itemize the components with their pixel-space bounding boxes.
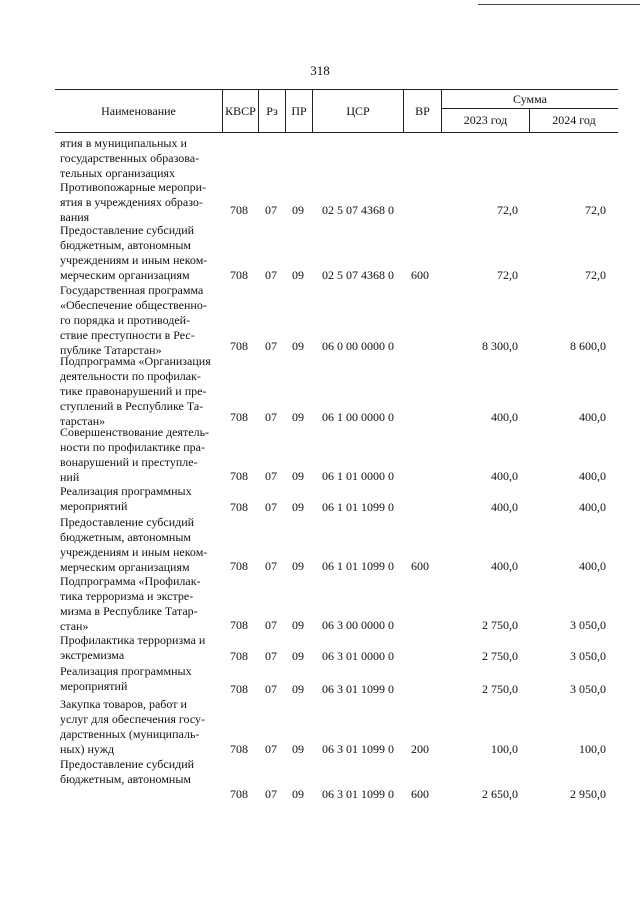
top-rule (478, 4, 640, 5)
row-name: Государственная программа «Обеспечение общественно- го порядка и противодей- ствие преступности в Рес- публике Татарстан» (60, 283, 207, 357)
row-pr: 09 (292, 410, 304, 424)
row-csr: 06 3 01 0000 0 (322, 649, 394, 663)
row-kvsr: 708 (230, 203, 248, 217)
row-y2023: 2 750,0 (482, 682, 518, 696)
row-csr: 06 3 01 1099 0 (322, 742, 394, 756)
row-rz: 07 (265, 682, 277, 696)
table-row (0, 664, 640, 697)
row-name: Закупка товаров, работ и услуг для обеспечения госу- дарственных (муниципаль- ных) нужд (60, 697, 206, 756)
row-kvsr: 708 (230, 339, 248, 353)
row-name: Предоставление субсидий бюджетным, автономным учреждениям и иным неком- мерческим организациям (60, 515, 208, 574)
row-y2023: 400,0 (491, 410, 518, 424)
page-number: 318 (310, 63, 330, 78)
row-kvsr: 708 (230, 410, 248, 424)
table-row (0, 223, 640, 283)
row-pr: 09 (292, 268, 304, 282)
row-y2024: 400,0 (579, 559, 606, 573)
table-row (0, 515, 640, 574)
row-csr: 02 5 07 4368 0 (322, 268, 394, 282)
row-y2024: 400,0 (579, 500, 606, 514)
row-vr: 600 (411, 268, 429, 282)
row-name: Реализация программных мероприятий (60, 664, 192, 693)
row-vr: 600 (411, 787, 429, 801)
row-kvsr: 708 (230, 469, 248, 483)
row-pr: 09 (292, 682, 304, 696)
row-kvsr: 708 (230, 649, 248, 663)
row-y2023: 2 750,0 (482, 649, 518, 663)
row-y2024: 72,0 (585, 268, 606, 282)
row-csr: 06 3 01 1099 0 (322, 682, 394, 696)
row-kvsr: 708 (230, 559, 248, 573)
table-row (0, 484, 640, 515)
row-y2023: 8 300,0 (482, 339, 518, 353)
row-name: Подпрограмма «Организация деятельности по профилак- тике правонарушений и пре- ступлений в Республике Та- тарстан» (60, 354, 211, 428)
row-kvsr: 708 (230, 268, 248, 282)
row-csr: 06 1 01 1099 0 (322, 559, 394, 573)
row-y2024: 3 050,0 (570, 618, 606, 632)
row-y2023: 400,0 (491, 469, 518, 483)
table-row (0, 425, 640, 484)
row-y2024: 400,0 (579, 410, 606, 424)
row-pr: 09 (292, 618, 304, 632)
row-csr: 06 1 00 0000 0 (322, 410, 394, 424)
header-vr: ВР (403, 90, 441, 132)
row-y2023: 2 650,0 (482, 787, 518, 801)
row-pr: 09 (292, 339, 304, 353)
row-name: Предоставление субсидий бюджетным, автономным (60, 757, 195, 786)
header-year-2024: 2024 год (529, 109, 618, 132)
table-row (0, 180, 640, 224)
row-pr: 09 (292, 500, 304, 514)
table-row (0, 697, 640, 757)
row-name: Предоставление субсидий бюджетным, автономным учреждениям и иным неком- мерческим организациям (60, 223, 208, 282)
table-row (0, 354, 640, 428)
row-y2023: 72,0 (497, 268, 518, 282)
row-pr: 09 (292, 559, 304, 573)
header-kvsr: КВСР (222, 90, 258, 132)
row-kvsr: 708 (230, 618, 248, 632)
table-row (0, 757, 640, 802)
row-rz: 07 (265, 469, 277, 483)
header-sum: Сумма (441, 90, 618, 109)
row-rz: 07 (265, 787, 277, 801)
header-pr: ПР (285, 90, 312, 132)
table-row (0, 283, 640, 357)
row-y2024: 8 600,0 (570, 339, 606, 353)
row-name: Реализация программных мероприятий (60, 484, 192, 513)
row-vr: 600 (411, 559, 429, 573)
header-rz: Рз (258, 90, 285, 132)
table-row (0, 136, 640, 181)
row-rz: 07 (265, 339, 277, 353)
row-pr: 09 (292, 203, 304, 217)
row-y2023: 100,0 (491, 742, 518, 756)
row-y2024: 2 950,0 (570, 787, 606, 801)
row-kvsr: 708 (230, 682, 248, 696)
row-y2023: 2 750,0 (482, 618, 518, 632)
row-csr: 06 3 00 0000 0 (322, 618, 394, 632)
row-y2023: 400,0 (491, 559, 518, 573)
table-row (0, 633, 640, 664)
row-rz: 07 (265, 618, 277, 632)
row-pr: 09 (292, 742, 304, 756)
header-year-2023: 2023 год (441, 109, 529, 132)
row-y2023: 72,0 (497, 203, 518, 217)
row-y2024: 400,0 (579, 469, 606, 483)
row-name: Совершенствование деятель- ности по профилактике пра- вонарушений и преступле- ний (60, 425, 210, 484)
row-pr: 09 (292, 469, 304, 483)
header-name: Наименование (101, 103, 176, 118)
row-name: Профилактика терроризма и экстремизма (60, 633, 206, 662)
row-csr: 06 3 01 1099 0 (322, 787, 394, 801)
row-kvsr: 708 (230, 742, 248, 756)
row-name: Противопожарные меропри- ятия в учреждениях образо- вания (60, 180, 207, 224)
table-row (0, 574, 640, 633)
row-pr: 09 (292, 649, 304, 663)
row-y2024: 3 050,0 (570, 649, 606, 663)
row-name: ятия в муниципальных и государственных образова- тельных организациях (60, 136, 200, 180)
row-pr: 09 (292, 787, 304, 801)
row-y2024: 3 050,0 (570, 682, 606, 696)
row-rz: 07 (265, 500, 277, 514)
row-y2024: 72,0 (585, 203, 606, 217)
row-rz: 07 (265, 268, 277, 282)
row-vr: 200 (411, 742, 429, 756)
row-rz: 07 (265, 410, 277, 424)
row-y2024: 100,0 (579, 742, 606, 756)
table-header (55, 89, 618, 133)
row-rz: 07 (265, 649, 277, 663)
row-kvsr: 708 (230, 787, 248, 801)
row-kvsr: 708 (230, 500, 248, 514)
row-rz: 07 (265, 203, 277, 217)
row-csr: 06 1 01 1099 0 (322, 500, 394, 514)
row-y2023: 400,0 (491, 500, 518, 514)
row-rz: 07 (265, 742, 277, 756)
row-csr: 06 1 01 0000 0 (322, 469, 394, 483)
row-name: Подпрограмма «Профилак- тика терроризма и экстре- мизма в Республике Татар- стан» (60, 574, 201, 633)
row-csr: 06 0 00 0000 0 (322, 339, 394, 353)
row-rz: 07 (265, 559, 277, 573)
header-csr: ЦСР (312, 90, 403, 132)
row-csr: 02 5 07 4368 0 (322, 203, 394, 217)
